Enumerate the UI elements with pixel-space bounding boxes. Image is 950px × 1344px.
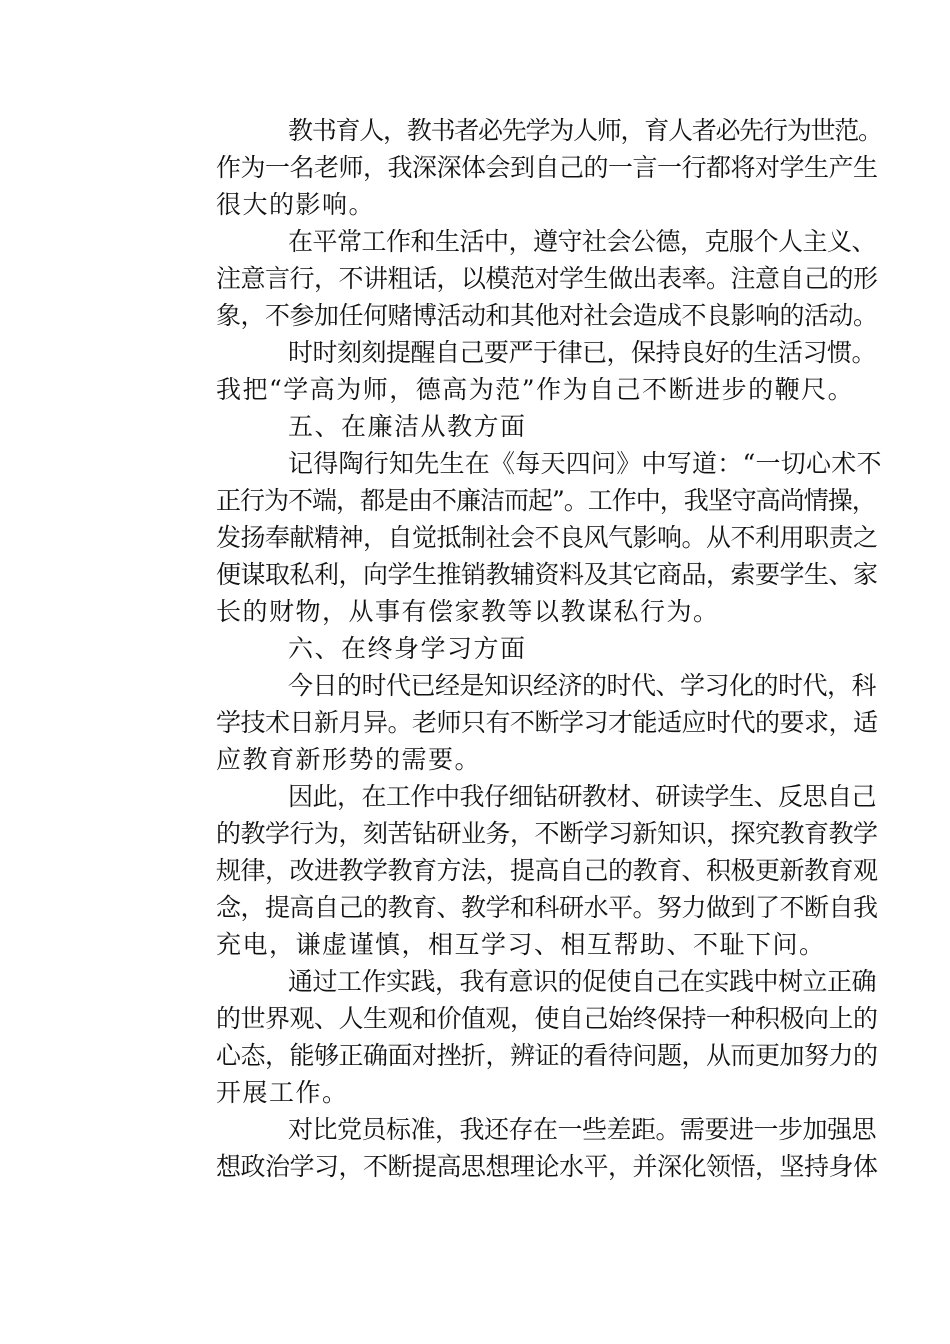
text-line: 教书育人，教书者必先学为人师，育人者必先行为世范。 — [288, 116, 882, 145]
text-line: 的教学行为，刻苦钻研业务，不断学习新知识，探究教育教学 — [216, 819, 878, 848]
text-line: 的世界观、人生观和价值观，使自己始终保持一种积极向上的 — [216, 1004, 878, 1033]
text-line: 作为一名老师，我深深体会到自己的一言一行都将对学生产生 — [216, 153, 878, 182]
text-line: 正行为不端，都是由不廉洁而起”。工作中，我坚守高尚情操， — [216, 486, 876, 515]
text-line: 因此，在工作中我仔细钻研教材、研读学生、反思自己 — [288, 782, 877, 811]
paragraph — [144, 778, 878, 963]
text-line: 心态，能够正确面对挫折，辨证的看待问题，从而更加努力的 — [216, 1041, 878, 1070]
paragraph — [144, 334, 877, 408]
paragraph — [144, 223, 878, 334]
document-body — [144, 112, 882, 1185]
text-line: 在平常工作和生活中，遵守社会公德，克服个人主义、 — [288, 227, 877, 256]
section-heading-text: 五、在廉洁从教方面 — [288, 412, 527, 441]
text-line: 注意言行，不讲粗话，以模范对学生做出表率。注意自己的形 — [216, 264, 878, 293]
paragraph — [144, 1111, 878, 1185]
text-line: 开展工作。 — [216, 1078, 349, 1107]
text-line: 记得陶行知先生在《每天四问》中写道：“一切心术不 — [288, 449, 882, 478]
text-line: 便谋取私利，向学生推销教辅资料及其它商品，索要学生、家 — [216, 560, 878, 589]
text-line: 想政治学习，不断提高思想理论水平，并深化领悟，坚持身体 — [216, 1152, 878, 1181]
text-line: 应教育新形势的需要。 — [216, 745, 482, 774]
text-line: 念，提高自己的教育、教学和科研水平。努力做到了不断自我 — [216, 893, 878, 922]
text-line: 今日的时代已经是知识经济的时代、学习化的时代，科 — [288, 671, 877, 700]
text-line: 象，不参加任何赌博活动和其他对社会造成不良影响的活动。 — [216, 301, 878, 330]
section-heading — [144, 408, 810, 445]
paragraph — [144, 667, 878, 778]
text-line: 发扬奉献精神，自觉抵制社会不良风气影响。从不利用职责之 — [216, 523, 878, 552]
text-line: 规律，改进教学教育方法，提高自己的教育、积极更新教育观 — [216, 856, 878, 885]
text-line: 对比党员标准，我还存在一些差距。需要进一步加强思 — [288, 1115, 877, 1144]
text-line: 长的财物，从事有偿家教等以教谋私行为。 — [216, 597, 720, 626]
text-line: 学技术日新月异。老师只有不断学习才能适应时代的要求，适 — [216, 708, 878, 737]
section-heading — [144, 630, 810, 667]
paragraph — [144, 112, 882, 223]
text-line: 我把“学高为师，德高为范”作为自己不断进步的鞭尺。 — [216, 375, 855, 404]
section-heading-text: 六、在终身学习方面 — [288, 634, 527, 663]
text-line: 充电，谦虚谨慎，相互学习、相互帮助、不耻下问。 — [216, 930, 826, 959]
text-line: 通过工作实践，我有意识的促使自己在实践中树立正确 — [288, 967, 877, 996]
paragraph — [144, 445, 882, 630]
text-line: 很大的影响。 — [216, 190, 376, 219]
text-line: 时时刻刻提醒自己要严于律已，保持良好的生活习惯。 — [288, 338, 877, 367]
paragraph — [144, 963, 878, 1111]
